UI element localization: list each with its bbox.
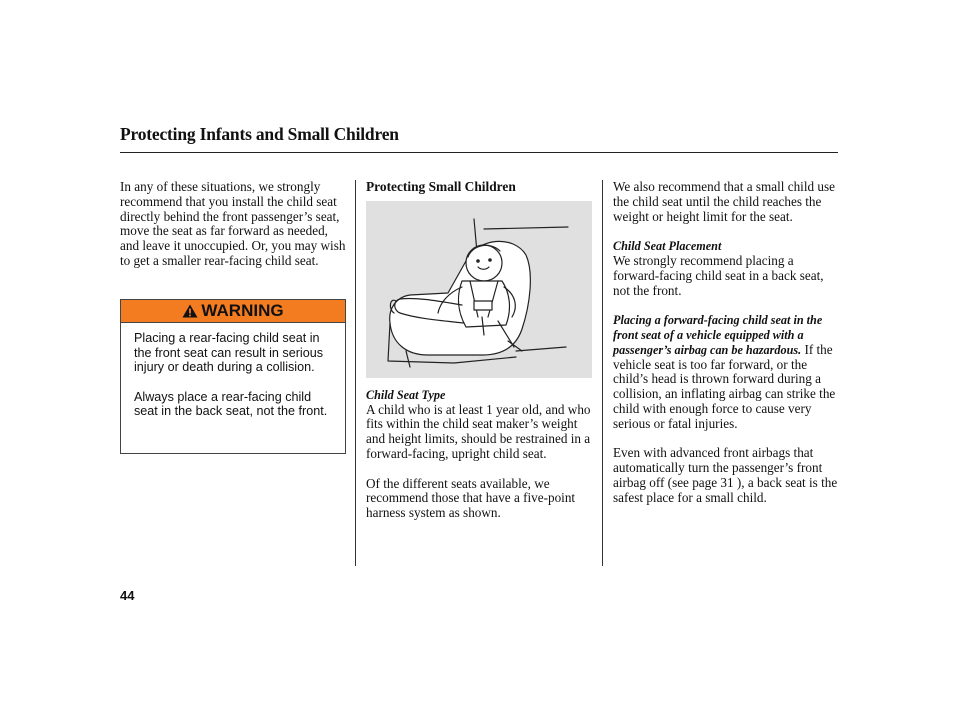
warning-paragraph-2: Always place a rear-facing child seat in the back seat, not the front.: [134, 389, 328, 419]
intro-paragraph: In any of these situations, we strongly recommend that you install the child seat directly behind the front passenger’s seat, move the seat as far forward as needed, and leave it unoccupied. Or, you may wish to get a smaller rear-facing child seat.: [120, 179, 346, 268]
airbag-hazard-paragraph: [613, 313, 841, 431]
warning-header: [121, 300, 345, 323]
warning-triangle-icon: [182, 304, 198, 318]
column-middle: [366, 180, 594, 521]
warning-body: [121, 323, 345, 419]
weight-limit-paragraph: We also recommend that a small child use the child seat until the child reaches the weight or height limit for the seat.: [613, 179, 835, 224]
warning-label: WARNING: [201, 301, 284, 320]
child-seat-type-paragraph: A child who is at least 1 year old, and who fits within the child seat maker’s weight and height limits, should be restrained in a forward-facing, upright child seat.: [366, 401, 591, 461]
child-seat-drawing: [366, 201, 592, 378]
column-divider-2: [602, 180, 603, 566]
section-heading: Protecting Small Children: [366, 179, 516, 194]
column-divider-1: [355, 180, 356, 566]
warning-paragraph-1: Placing a rear-facing child seat in the front seat can result in serious injury or death during a collision.: [134, 331, 324, 375]
airbag-hazard-emphasis: Placing a forward-facing child seat in the front seat of a vehicle equipped with a passenger’s airbag can be hazardous.: [613, 313, 823, 357]
column-left: [120, 180, 348, 269]
child-seat-placement-heading: Child Seat Placement: [613, 239, 722, 254]
harness-recommendation-paragraph: Of the different seats available, we recommend those that have a five-point harness system as shown.: [366, 475, 576, 521]
child-seat-illustration: [366, 201, 592, 378]
placement-paragraph: We strongly recommend placing a forward-facing child seat in a back seat, not the front.: [613, 252, 824, 298]
airbag-hazard-text: If the vehicle seat is too far forward, or the child’s head is thrown forward during a collision, an inflating airbag can strike the child with enough force to cause very serious or fatal injuries.: [613, 341, 836, 431]
page-title: Protecting Infants and Small Children: [120, 124, 399, 144]
advanced-airbag-paragraph: Even with advanced front airbags that automatically turn the passenger’s front airbag off (see page 31 ), a back seat is the safest place for a small child.: [613, 445, 838, 505]
child-seat-type-heading: Child Seat Type: [366, 387, 446, 402]
page-number: 44: [120, 588, 135, 603]
column-right: [613, 180, 841, 506]
title-divider: [120, 152, 838, 153]
warning-box: [120, 299, 346, 454]
